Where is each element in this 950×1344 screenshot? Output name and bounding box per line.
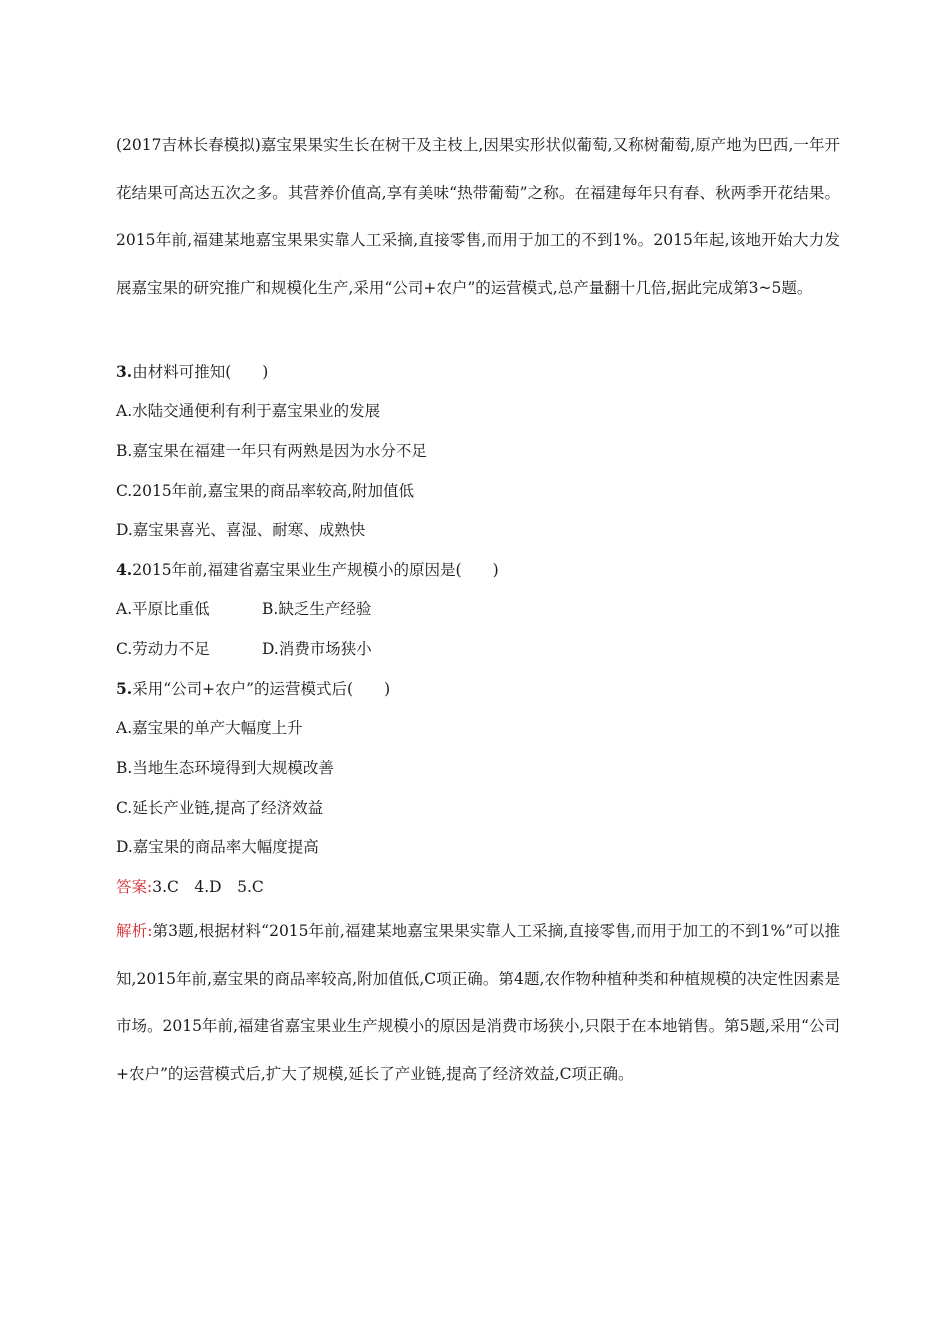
answer-text: 3.C 4.D 5.C bbox=[152, 878, 264, 896]
question-4-option-c: C.劳动力不足 bbox=[116, 640, 210, 658]
question-4-options-row-2 bbox=[116, 637, 846, 661]
question-3-number: 3. bbox=[116, 362, 133, 381]
question-4-option-a: A.平原比重低 bbox=[116, 600, 210, 618]
question-5-option-a: A.嘉宝果的单产大幅度上升 bbox=[116, 719, 303, 737]
question-3-option-a: A.水陆交通便利有利于嘉宝果业的发展 bbox=[116, 402, 381, 420]
analysis-text: 第3题,根据材料“2015年前,福建某地嘉宝果果实靠人工采摘,直接零售,而用于加工的不到1%”可以推知,2015年前,嘉宝果的商品率较高,附加值低,C项正确。第4题,农作物种植种类和种植规模的决定性因素是市场。2015年前,福建省嘉宝果业生产规模小的原因是消费市场狭小,只限于在本地销售。第5题,采用“公司+农户”的运营模式后,扩大了规模,延长了产业链,提高了经济效益,C项正确。 bbox=[116, 922, 840, 1083]
question-4-stem bbox=[116, 558, 846, 582]
question-5-text: 采用“公司+农户”的运营模式后( ) bbox=[132, 680, 391, 698]
question-4-number: 4. bbox=[116, 560, 133, 579]
question-3-stem bbox=[116, 360, 846, 384]
question-4-option-d: D.消费市场狭小 bbox=[262, 640, 372, 658]
passage-text: (2017吉林长春模拟)嘉宝果果实生长在树干及主枝上,因果实形状似葡萄,又称树葡萄,原产地为巴西,一年开花结果可高达五次之多。其营养价值高,享有美味“热带葡萄”之称。在福建每年只有春、秋两季开花结果。2015年前,福建某地嘉宝果果实靠人工采摘,直接零售,而用于加工的不到1%。2015年起,该地开始大力发展嘉宝果的研究推广和规模化生产,采用“公司+农户”的运营模式,总产量翻十几倍,据此完成第3~5题。 bbox=[116, 136, 840, 297]
answer-line bbox=[116, 875, 846, 899]
question-5-number: 5. bbox=[116, 679, 133, 698]
question-3-option-d: D.嘉宝果喜光、喜湿、耐寒、成熟快 bbox=[116, 521, 366, 539]
question-5-option-b: B.当地生态环境得到大规模改善 bbox=[116, 759, 334, 777]
question-3-option-c: C.2015年前,嘉宝果的商品率较高,附加值低 bbox=[116, 482, 415, 500]
question-4-option-b: B.缺乏生产经验 bbox=[262, 600, 372, 618]
answer-label: 答案: bbox=[116, 878, 153, 896]
analysis-label: 解析: bbox=[116, 922, 153, 940]
analysis-block bbox=[116, 908, 840, 1098]
question-4-text: 2015年前,福建省嘉宝果业生产规模小的原因是( ) bbox=[132, 561, 499, 579]
question-5-option-d: D.嘉宝果的商品率大幅度提高 bbox=[116, 838, 319, 856]
question-5-option-c: C.延长产业链,提高了经济效益 bbox=[116, 799, 324, 817]
question-3-text: 由材料可推知( ) bbox=[132, 363, 269, 381]
reading-passage bbox=[116, 122, 840, 312]
question-4-options-row-1 bbox=[116, 597, 846, 621]
question-3-option-b: B.嘉宝果在福建一年只有两熟是因为水分不足 bbox=[116, 442, 427, 460]
question-5-stem bbox=[116, 677, 846, 701]
